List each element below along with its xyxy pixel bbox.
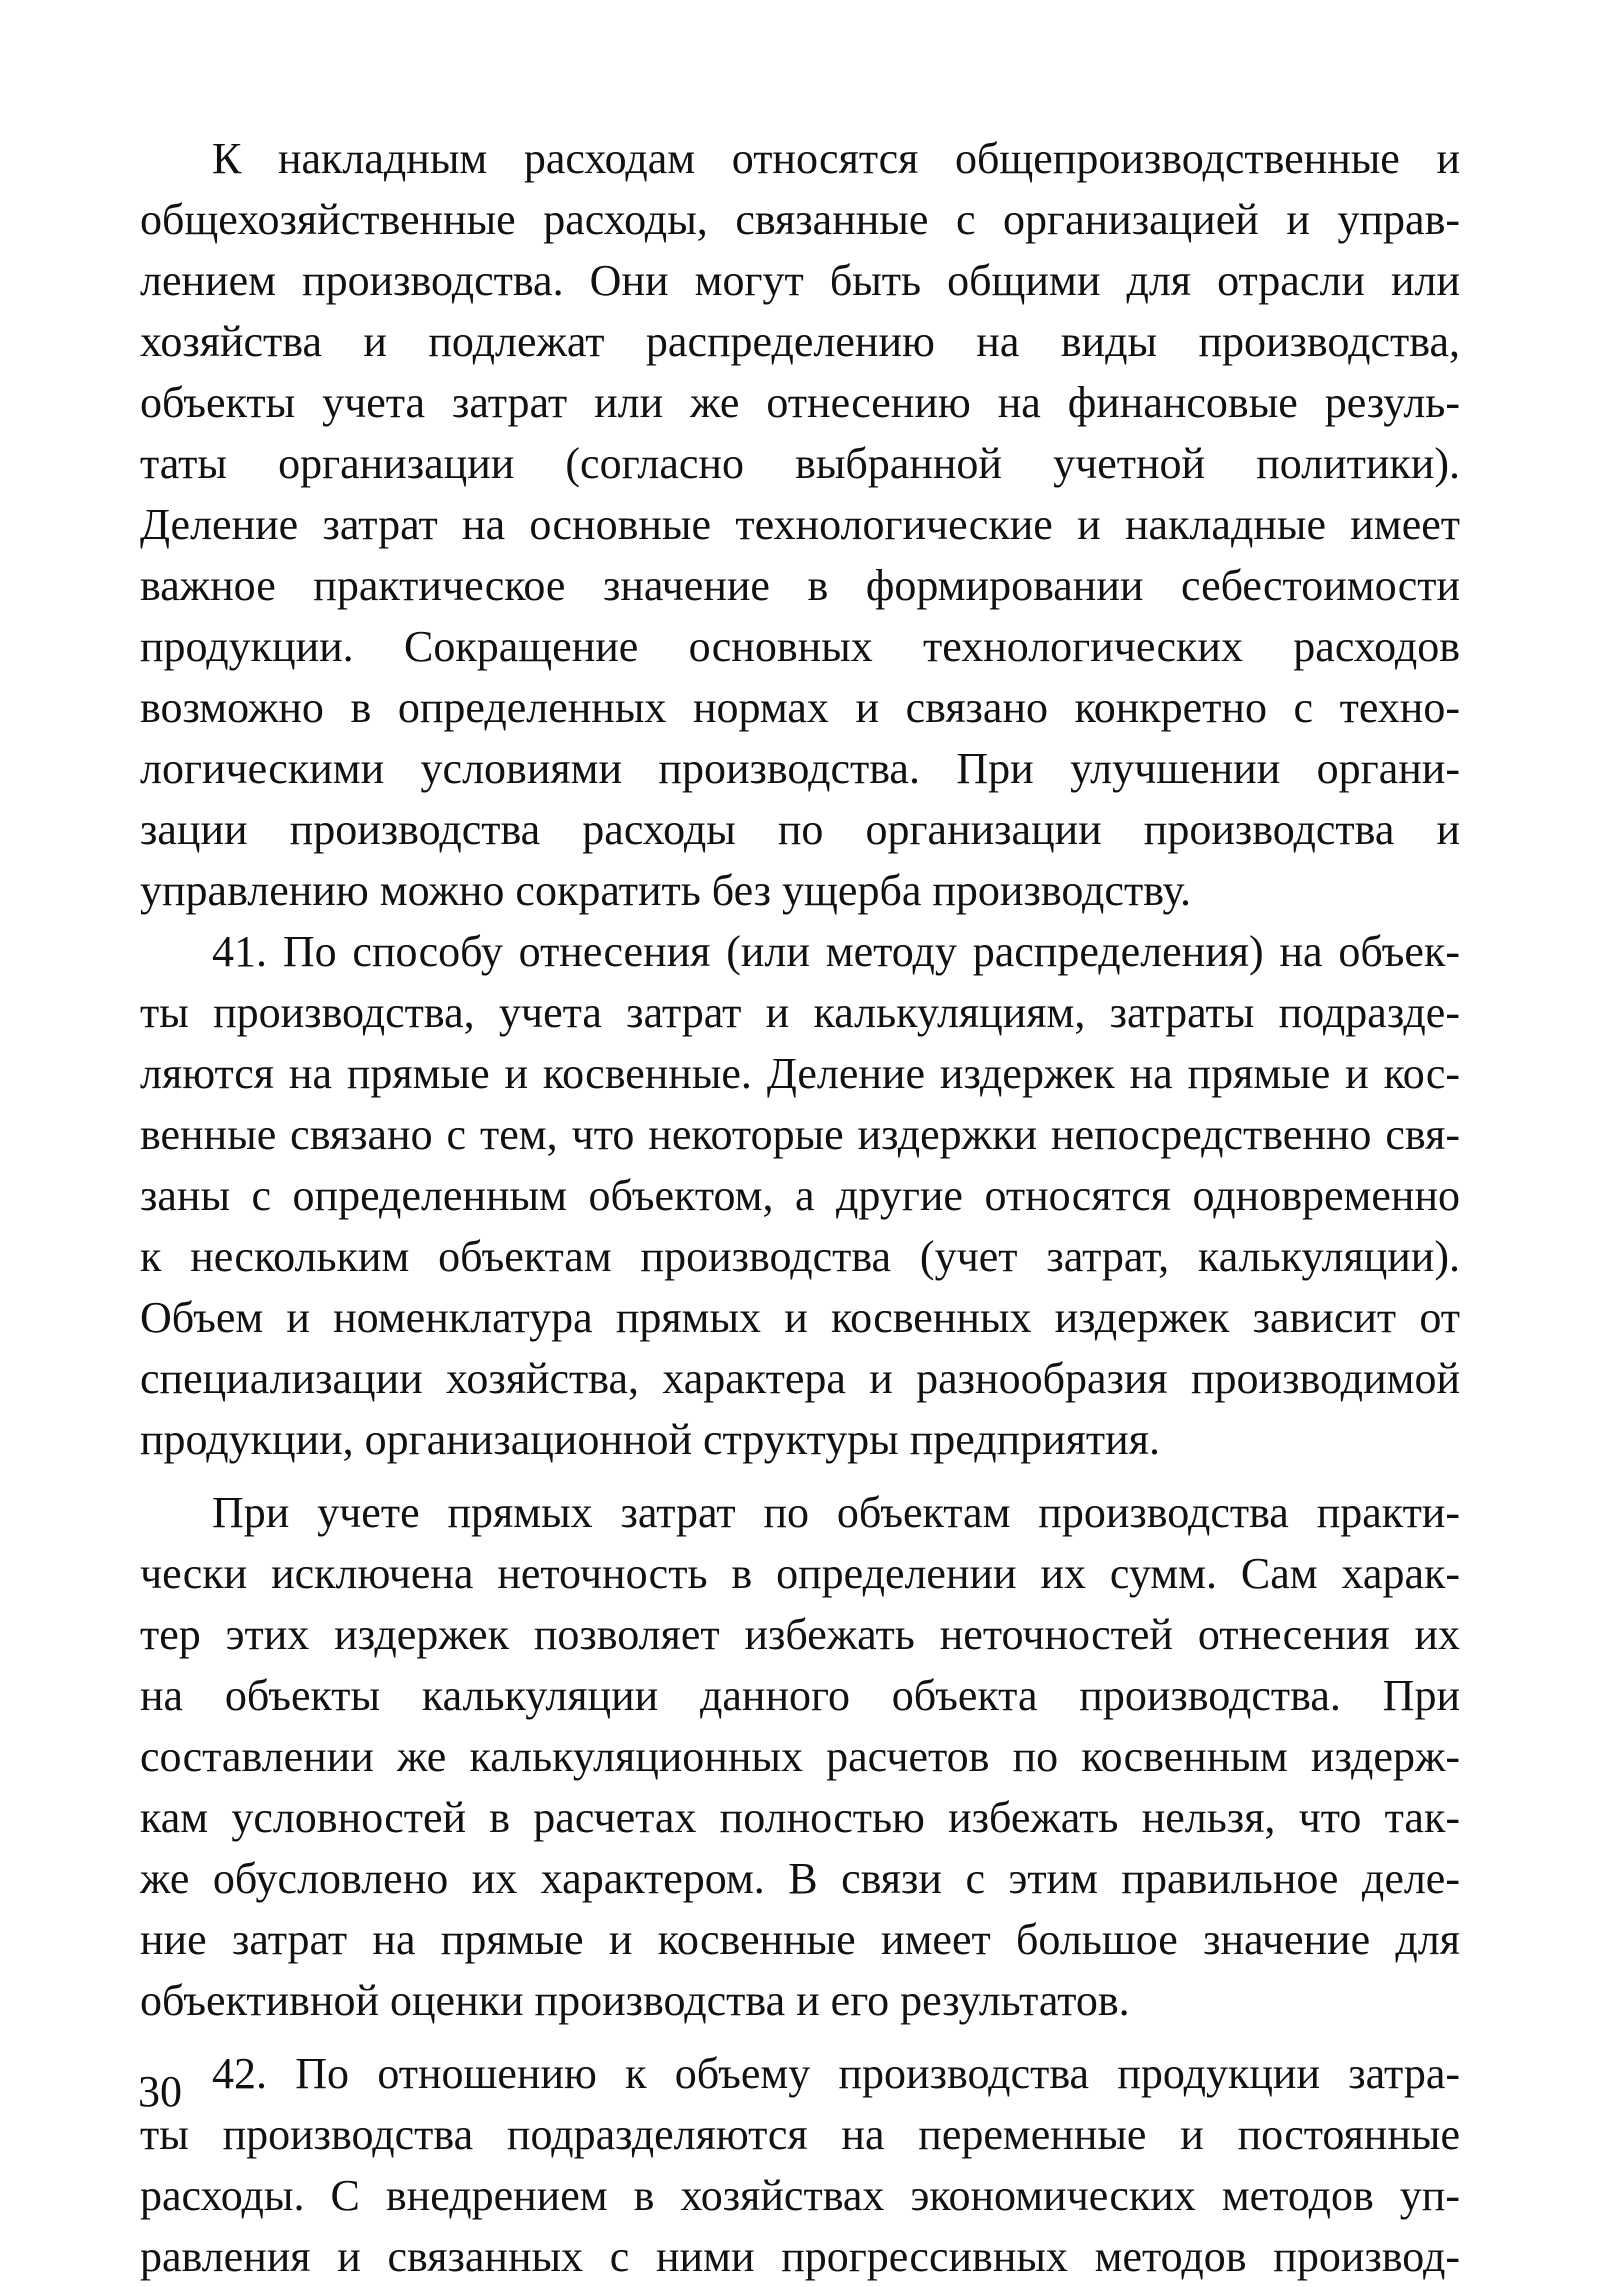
text-line: управлению можно сократить без ущерба производству. [140,866,1192,915]
page-body [140,128,1460,2287]
text-line: объективной оценки производства и его результатов. [140,1976,1130,2025]
text-line: ты производства, учета затрат и калькуляциям, затраты подразде- [140,988,1460,1037]
text-line: хозяйства и подлежат распределению на виды производства, [140,317,1460,366]
text-line: При учете прямых затрат по объектам производства практи- [212,1488,1460,1537]
text-line: лением производства. Они могут быть общими для отрасли или [140,256,1460,305]
text-line: тер этих издержек позволяет избежать неточностей отнесения их [140,1610,1460,1659]
text-line: заны с определенным объектом, а другие относятся одновременно [140,1171,1460,1220]
text-line: расходы. С внедрением в хозяйствах экономических методов уп- [140,2171,1460,2220]
text-line: общехозяйственные расходы, связанные с организацией и управ- [140,195,1460,244]
text-line: на объекты калькуляции данного объекта производства. При [140,1671,1460,1720]
text-line: продукции, организационной структуры предприятия. [140,1415,1160,1464]
page-number: 30 [138,2067,182,2116]
text-line: зации производства расходы по организации производства и [140,805,1460,854]
text-line: логическими условиями производства. При улучшении органи- [140,744,1460,793]
text-line: возможно в определенных нормах и связано конкретно с техно- [140,683,1460,732]
text-line: ние затрат на прямые и косвенные имеет большое значение для [140,1915,1460,1964]
text-line: равления и связанных с ними прогрессивных методов производ- [140,2232,1460,2281]
paragraph-direct-costs-accounting [140,1482,1460,2031]
text-line: же обусловлено их характером. В связи с этим правильное деле- [140,1854,1460,1903]
text-line: 42. По отношению к объему производства продукции затра- [212,2049,1460,2098]
text-line: специализации хозяйства, характера и разнообразия производимой [140,1354,1460,1403]
text-line: К накладным расходам относятся общепроизводственные и [212,134,1460,183]
text-line: кам условностей в расчетах полностью избежать нельзя, что так- [140,1793,1460,1842]
text-line: составлении же калькуляционных расчетов по косвенным издерж- [140,1732,1460,1781]
paragraph-gap [140,1470,1460,1482]
text-line: таты организации (согласно выбранной учетной политики). [140,439,1460,488]
text-line: к нескольким объектам производства (учет затрат, калькуляции). [140,1232,1460,1281]
text-line: важное практическое значение в формировании себестоимости [140,561,1460,610]
text-line: объекты учета затрат или же отнесению на финансовые резуль- [140,378,1460,427]
paragraph-overhead-costs [140,128,1460,921]
paragraph-42-variable-fixed [140,2043,1460,2287]
text-line: чески исключена неточность в определении их сумм. Сам харак- [140,1549,1460,1598]
text-line: Объем и номенклатура прямых и косвенных издержек зависит от [140,1293,1460,1342]
text-line: 41. По способу отнесения (или методу распределения) на объек- [212,927,1460,976]
text-line: Деление затрат на основные технологические и накладные имеет [140,500,1460,549]
paragraph-gap [140,2031,1460,2043]
text-line: ты производства подразделяются на переменные и постоянные [140,2110,1460,2159]
text-line: ляются на прямые и косвенные. Деление издержек на прямые и кос- [140,1049,1460,1098]
paragraph-41-direct-indirect [140,921,1460,1470]
text-line: венные связано с тем, что некоторые издержки непосредственно свя- [140,1110,1460,1159]
text-line: продукции. Сокращение основных технологических расходов [140,622,1460,671]
